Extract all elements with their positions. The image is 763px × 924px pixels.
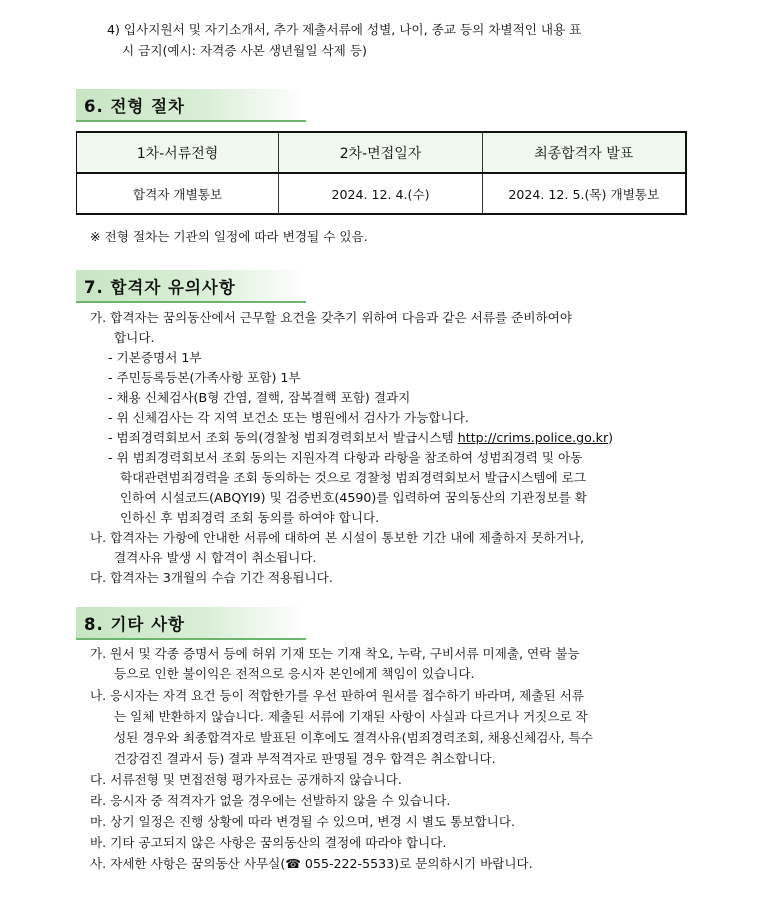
s7-line: - 범죄경력회보서 조회 동의(경찰청 범죄경력회보서 발급시스템 (108, 430, 458, 445)
s7-line-with-link (108, 428, 613, 448)
s8-line: 성된 경우와 최종합격자로 발표된 이후에도 결격사유(범죄경력조회, 채용신체검사, 특수 (114, 730, 593, 745)
s8-line: 바. 기타 공고되지 않은 사항은 꿈의동산의 결정에 따라야 합니다. (90, 835, 447, 850)
s8-line: 사. 자세한 사항은 꿈의동산 사무실(☎ 055-222-5533)로 문의하시기 바랍니다. (90, 856, 533, 871)
s7-line: 나. 합격자는 가항에 안내한 서류에 대하여 본 시설이 통보한 기간 내에 제출하지 못하거나, (90, 530, 585, 545)
s8-line: 다. 서류전형 및 면접전형 평가자료는 공개하지 않습니다. (90, 772, 402, 787)
s8-line: 나. 응시자는 자격 요건 등이 적합한가를 우선 판하여 원서를 접수하기 바라며, 제출된 서류 (90, 688, 585, 703)
table-header-cell: 최종합격자 발표 (483, 132, 686, 173)
link-suffix: ) (608, 430, 614, 445)
s8-line: 등으로 인한 불이익은 전적으로 응시자 본인에게 책임이 있습니다. (114, 666, 475, 681)
section-8-title: 8. 기타 사항 (84, 615, 185, 634)
table-cell: 합격자 개별통보 (77, 173, 279, 214)
section-7-title: 7. 합격자 유의사항 (84, 278, 236, 297)
selection-process-table (76, 131, 687, 215)
s7-line: 인하신 후 범죄경력 조회 동의를 하여야 합니다. (120, 510, 380, 525)
s8-line: 가. 원서 및 각종 증명서 등에 허위 기재 또는 기재 착오, 누락, 구비서류 미제출, 연락 불능 (90, 646, 580, 661)
table-cell: 2024. 12. 4.(수) (279, 173, 483, 214)
process-note: ※ 전형 절차는 기관의 일정에 따라 변경될 수 있음. (90, 229, 368, 244)
intro-line-1: 4) 입사지원서 및 자기소개서, 추가 제출서류에 성별, 나이, 종교 등의 차별적인 내용 표 (107, 22, 582, 37)
section-6-title: 6. 전형 절차 (84, 97, 185, 116)
table-header-cell: 1차-서류전형 (77, 132, 279, 173)
s7-line: - 위 범죄경력회보서 조회 동의는 지원자격 다항과 라항을 참조하여 성범죄경력 및 아동 (108, 450, 583, 465)
crims-link[interactable]: http://crims.police.go.kr (457, 430, 609, 445)
section-8-heading (76, 607, 306, 640)
s8-line: 마. 상기 일정은 진행 상황에 따라 변경될 수 있으며, 변경 시 별도 통보합니다. (90, 814, 516, 829)
section-7-heading (76, 270, 306, 303)
s7-line: 합니다. (114, 330, 155, 345)
s7-line: - 주민등록등본(가족사항 포함) 1부 (108, 370, 301, 385)
table-row (77, 173, 686, 214)
s7-line: - 기본증명서 1부 (108, 350, 202, 365)
s7-line: 인하여 시설코드(ABQYI9) 및 검증번호(4590)를 입력하여 꿈의동산의 기관정보를 확 (120, 490, 587, 505)
s7-line: 학대관련범죄경력을 조회 동의하는 것으로 경찰청 범죄경력회보서 발급시스템에 로그 (120, 470, 586, 485)
table-cell: 2024. 12. 5.(목) 개별통보 (483, 173, 686, 214)
intro-line-2: 시 금지(예시: 자격증 사본 생년월일 삭제 등) (122, 43, 367, 58)
table-header-row (77, 132, 686, 173)
s7-line: - 채용 신체검사(B형 간염, 결핵, 잠복결핵 포함) 결과지 (108, 390, 411, 405)
section-6-heading (76, 89, 306, 122)
s7-line: 결격사유 발생 시 합격이 취소됩니다. (114, 550, 317, 565)
s7-line: 다. 합격자는 3개월의 수습 기간 적용됩니다. (90, 570, 333, 585)
s7-line: - 위 신체검사는 각 지역 보건소 또는 병원에서 검사가 가능합니다. (108, 410, 469, 425)
s8-line: 는 일체 반환하지 않습니다. 제출된 서류에 기재된 사항이 사실과 다르거나 거짓으로 작 (114, 709, 588, 724)
s8-line: 건강검진 결과서 등) 결과 부적격자로 판명될 경우 합격은 취소합니다. (114, 751, 496, 766)
s8-line: 라. 응시자 중 적격자가 없을 경우에는 선발하지 않을 수 있습니다. (90, 793, 451, 808)
s7-line: 가. 합격자는 꿈의동산에서 근무할 요건을 갖추기 위하여 다음과 같은 서류를 준비하여야 (90, 310, 572, 325)
table-header-cell: 2차-면접일자 (279, 132, 483, 173)
